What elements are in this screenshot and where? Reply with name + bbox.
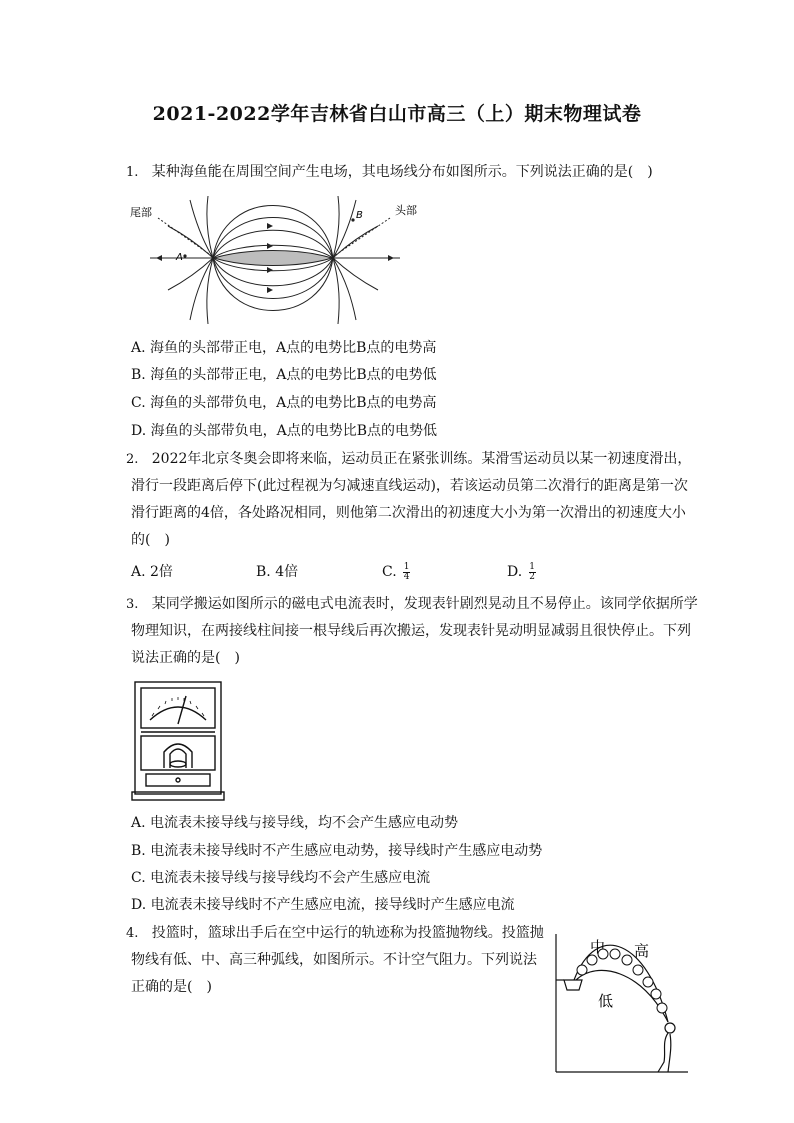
question-1-option-a bbox=[131, 338, 436, 358]
option-text: 海鱼的头部带正电，A点的电势比B点的电势低 bbox=[150, 367, 437, 383]
option-letter: B. bbox=[131, 843, 146, 859]
question-2-stem-line-4: 的( ) bbox=[131, 532, 170, 548]
label-head: 头部 bbox=[395, 204, 417, 217]
label-high: 高 bbox=[634, 942, 650, 960]
option-letter: D. bbox=[131, 423, 147, 439]
basketball-trajectory-figure bbox=[552, 930, 692, 1076]
question-3-stem-line-2: 物理知识，在两接线柱间接一根导线后再次搬运，发现表针晃动明显减弱且很快停止。下列 bbox=[131, 623, 691, 639]
question-3-stem-line-1 bbox=[126, 594, 698, 615]
option-text: 电流表未接导线与接导线，均不会产生感应电动势 bbox=[150, 815, 459, 831]
option-letter: C. bbox=[131, 395, 146, 411]
question-2-stem-line-1 bbox=[126, 449, 691, 470]
fish-body bbox=[214, 251, 332, 266]
question-4-stem-line-1 bbox=[126, 923, 544, 944]
question-number: 3. bbox=[126, 597, 139, 612]
fraction-denominator: 4 bbox=[403, 571, 410, 582]
page-title: 2021-2022学年吉林省白山市高三（上）期末物理试卷 bbox=[152, 103, 642, 125]
label-tail: 尾部 bbox=[130, 206, 152, 219]
fraction bbox=[529, 563, 536, 582]
option-text: 海鱼的头部带负电，A点的电势比B点的电势高 bbox=[150, 395, 437, 411]
question-2-stem-line-3: 滑行距离的4倍，各处路况相同，则他第二次滑出的初速度大小为第一次滑出的初速度大小 bbox=[131, 505, 686, 521]
option-text: 电流表未接导线时不产生感应电流，接导线时产生感应电流 bbox=[150, 897, 515, 913]
option-text: 海鱼的头部带负电，A点的电势比B点的电势低 bbox=[150, 423, 438, 439]
fish-electric-field-figure bbox=[128, 196, 424, 326]
question-2-option-b bbox=[256, 562, 298, 582]
option-letter: A. bbox=[131, 564, 146, 580]
question-text: 投篮时，篮球出手后在空中运行的轨迹称为投篮抛物线。投篮抛 bbox=[151, 925, 544, 941]
question-3-option-d bbox=[131, 895, 515, 915]
question-2-option-c bbox=[382, 562, 410, 582]
question-number: 2. bbox=[126, 452, 139, 467]
question-number: 1. bbox=[126, 165, 139, 180]
question-text: 2022年北京冬奥会即将来临，运动员正在紧张训练。某滑雪运动员以某一初速度滑出， bbox=[151, 451, 692, 467]
question-4-stem-line-2: 物线有低、中、高三种弧线，如图所示。不计空气阻力。下列说法 bbox=[131, 952, 537, 968]
question-text: 某同学搬运如图所示的磁电式电流表时，发现表针剧烈晃动且不易停止。该同学依据所学 bbox=[151, 596, 698, 612]
question-4-stem-line-3: 正确的是( ) bbox=[131, 979, 212, 995]
option-text: 海鱼的头部带正电，A点的电势比B点的电势高 bbox=[150, 340, 437, 356]
option-text: 电流表未接导线与接导线均不会产生感应电流 bbox=[150, 870, 431, 886]
option-letter: D. bbox=[131, 897, 147, 913]
question-3-stem-line-3: 说法正确的是( ) bbox=[131, 650, 240, 666]
question-1-option-d bbox=[131, 421, 437, 441]
option-text: 电流表未接导线时不产生感应电动势，接导线时产生感应电动势 bbox=[150, 843, 543, 859]
question-1-stem bbox=[126, 162, 653, 183]
fraction-denominator: 2 bbox=[529, 571, 535, 582]
option-letter: C. bbox=[131, 870, 146, 886]
question-text: 某种海鱼能在周围空间产生电场，其电场线分布如图所示。下列说法正确的是( ) bbox=[151, 164, 653, 180]
question-2-option-a bbox=[131, 562, 173, 582]
fraction-numerator: 1 bbox=[403, 561, 410, 572]
option-letter: B. bbox=[131, 367, 146, 383]
option-letter: A. bbox=[131, 815, 146, 831]
question-3-option-c bbox=[131, 868, 430, 888]
option-letter: C. bbox=[382, 564, 397, 580]
question-number: 4. bbox=[126, 926, 139, 941]
option-letter: A. bbox=[131, 340, 146, 356]
question-2-stem-line-2: 滑行一段距离后停下(此过程视为匀减速直线运动)，若该运动员第二次滑行的距离是第一次 bbox=[131, 478, 688, 494]
label-middle: 中 bbox=[590, 938, 606, 956]
option-text: 2倍 bbox=[150, 564, 173, 580]
option-letter: B. bbox=[256, 564, 271, 580]
option-letter: D. bbox=[507, 564, 523, 580]
question-1-option-c bbox=[131, 393, 437, 413]
label-point-a: A bbox=[176, 252, 183, 263]
question-3-option-b bbox=[131, 841, 542, 861]
question-1-option-b bbox=[131, 365, 437, 385]
label-point-b: B bbox=[356, 210, 363, 221]
question-2-option-d bbox=[507, 562, 536, 582]
ammeter-figure bbox=[130, 680, 226, 802]
fraction-numerator: 1 bbox=[529, 561, 535, 572]
option-text: 4倍 bbox=[275, 564, 299, 580]
fraction bbox=[403, 563, 410, 582]
label-low: 低 bbox=[598, 992, 614, 1010]
question-3-option-a bbox=[131, 813, 458, 833]
